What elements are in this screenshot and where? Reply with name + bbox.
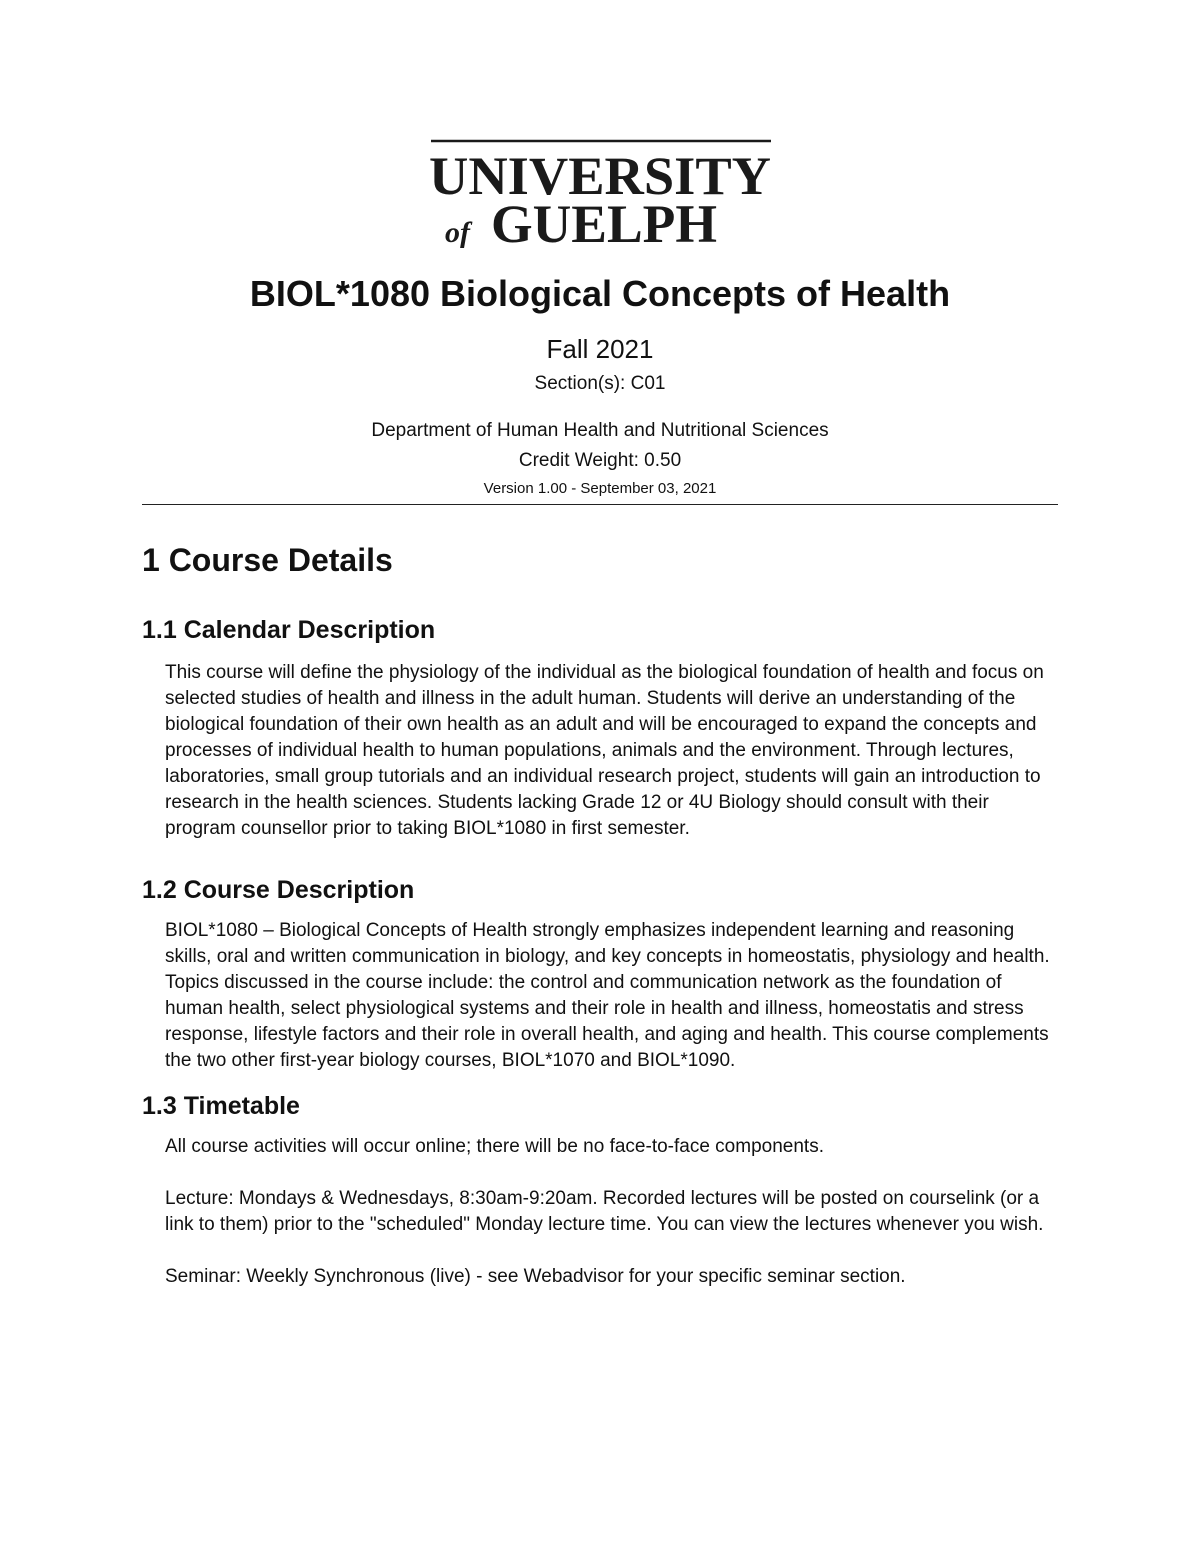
header-divider [142,504,1058,505]
calendar-description-heading: 1.1 Calendar Description [142,616,436,644]
syllabus-header [0,268,1200,501]
version: Version 1.00 - September 03, 2021 [483,480,717,497]
credit-weight: Credit Weight: 0.50 [518,450,682,471]
timetable-heading: 1.3 Timetable [142,1092,300,1120]
timetable-online-note: All course activities will occur online; there will be no face-to-face components. [165,1136,824,1157]
course-title: BIOL*1080 Biological Concepts of Health [249,273,951,314]
sections: Section(s): C01 [534,373,666,394]
course-details-heading: 1 Course Details [142,542,393,578]
calendar-description-text: This course will define the physiology of the individual as the biological foundation of health and focus on selected studies of health and illness in the adult human. Students will derive an understanding of the biological foundation of their own health as an adult and will be encouraged to expand the concepts and processes of individual health to human populations, animals and the environment. Through lectures, laboratories, small group tutorials and an individual research project, students will gain an introduction to research in the health sciences. Students lacking Grade 12 or 4U Biology should consult with their program counsellor prior to taking BIOL*1080 in first semester. [165,662,1044,839]
course-description-text: BIOL*1080 – Biological Concepts of Health strongly emphasizes independent learning and reasoning skills, oral and written communication in biology, and key concepts in homeostatis, physiology and health. Topics discussed in the course include: the control and communication network as the foundation of human health, select physiological systems and their role in health and illness, homeostatis and stress response, lifestyle factors and their role in overall health, and aging and health. This course complements the two other first-year biology courses, BIOL*1070 and BIOL*1090. [165,920,1050,1071]
department: Department of Human Health and Nutritional Sciences [371,420,829,441]
university-logo-graphic [427,138,775,248]
timetable-seminar-info: Seminar: Weekly Synchronous (live) - see Webadvisor for your specific seminar section. [165,1266,906,1287]
term: Fall 2021 [546,334,654,364]
course-details-section [142,532,1062,1290]
timetable-lecture-info: Lecture: Mondays & Wednesdays, 8:30am-9:20am. Recorded lectures will be posted on courselink (or a link to them) prior to the "scheduled" Monday lecture time. You can view the lectures whenever you wish. [165,1188,1044,1235]
logo-guelph-word: GUELPH [491,194,717,248]
course-description-heading: 1.2 Course Description [142,876,415,904]
university-logo [427,138,775,248]
logo-university-word: UNIVERSITY [429,146,771,206]
logo-of-word: of [445,216,470,248]
